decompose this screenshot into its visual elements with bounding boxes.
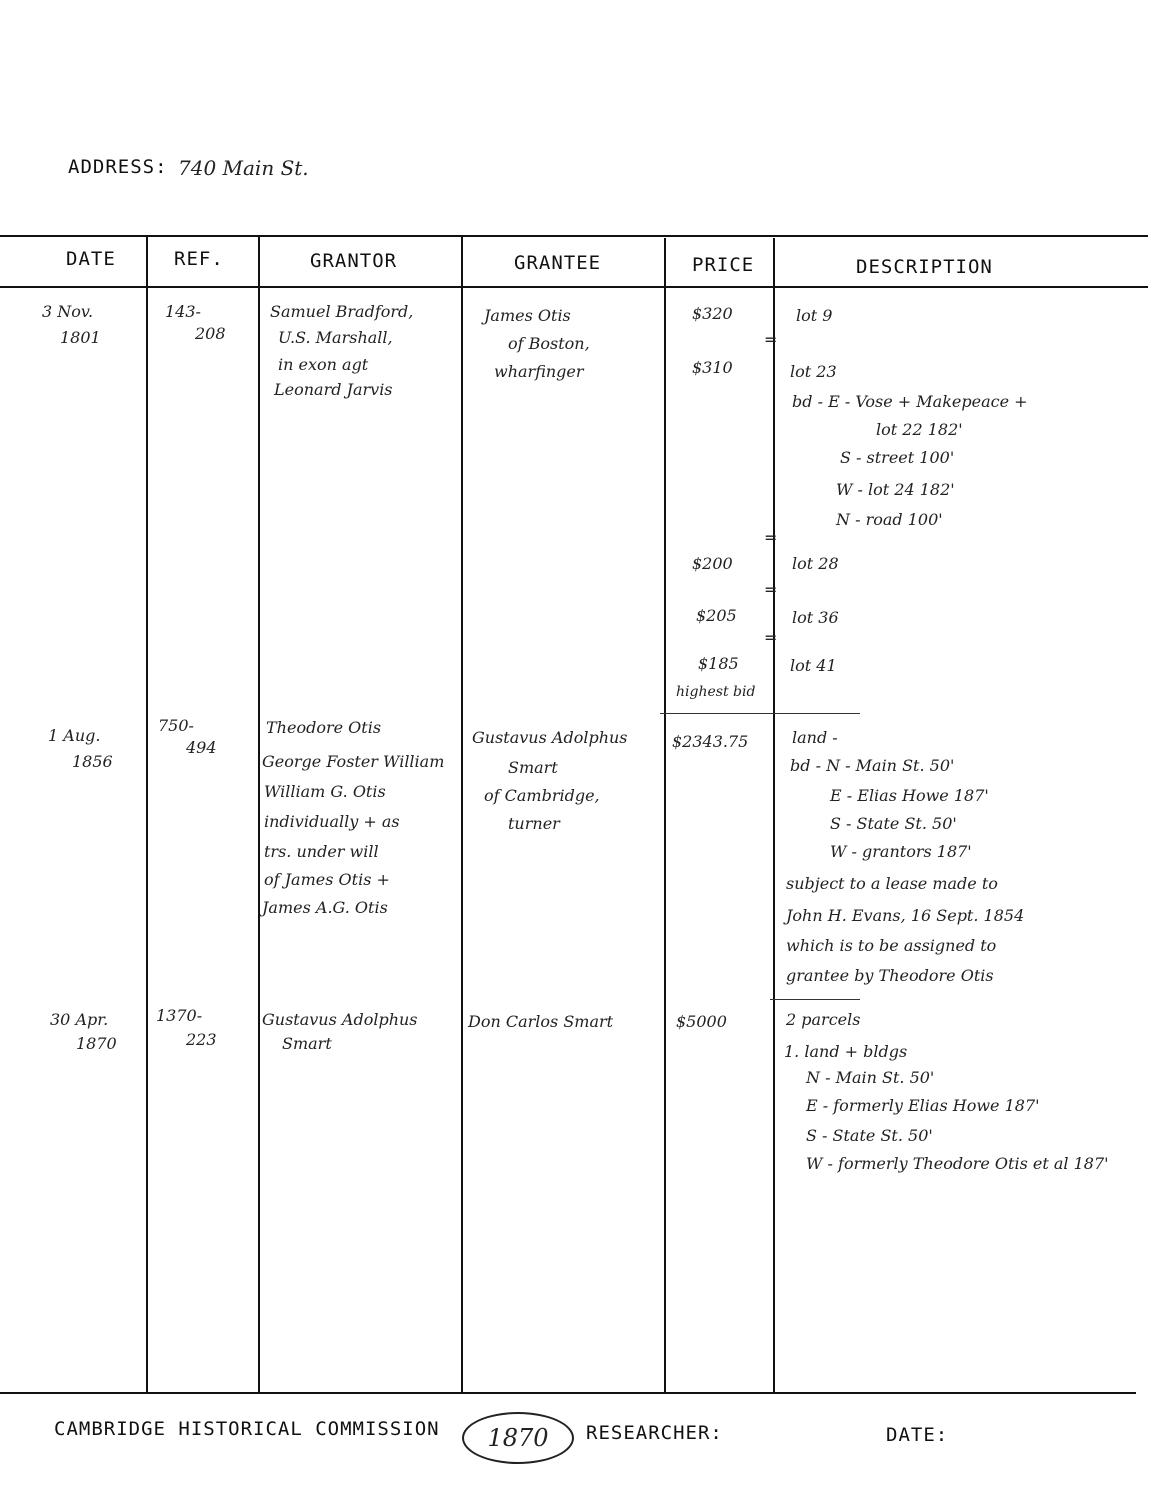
entry-description: lot 23 bbox=[790, 362, 837, 381]
entry-grantor: in exon agt bbox=[278, 355, 369, 374]
entry-date: 1801 bbox=[60, 328, 101, 347]
entry-description: lot 9 bbox=[796, 306, 833, 325]
table-top-rule bbox=[0, 235, 1148, 237]
entry-ref: 1370- bbox=[156, 1006, 203, 1025]
entry-description: 2 parcels bbox=[786, 1010, 861, 1029]
entry-grantee: James Otis bbox=[484, 306, 571, 325]
entry-description: land - bbox=[792, 728, 838, 747]
entry-description: lot 22 182' bbox=[876, 420, 963, 439]
entry-description: S - street 100' bbox=[840, 448, 955, 467]
entry-grantor: Theodore Otis bbox=[266, 718, 382, 737]
entry-description: E - Elias Howe 187' bbox=[830, 786, 989, 805]
equals-mark: = bbox=[764, 330, 778, 349]
researcher-label: RESEARCHER: bbox=[586, 1422, 723, 1444]
entry-description: W - lot 24 182' bbox=[836, 480, 955, 499]
col-header-description: DESCRIPTION bbox=[856, 256, 993, 278]
col-header-grantee: GRANTEE bbox=[514, 252, 602, 274]
entry-description: lot 28 bbox=[792, 554, 839, 573]
entry-price: $200 bbox=[692, 554, 733, 573]
col-header-grantor: GRANTOR bbox=[310, 250, 398, 272]
entry-ref: 143- bbox=[165, 302, 201, 321]
entry-grantor: Samuel Bradford, bbox=[270, 302, 414, 321]
entry-grantor: William G. Otis bbox=[264, 782, 386, 801]
entry-ref: 223 bbox=[186, 1030, 217, 1049]
entry-price: $185 bbox=[698, 654, 739, 673]
column-divider bbox=[146, 235, 148, 1392]
entry-grantee: wharfinger bbox=[494, 362, 584, 381]
entry-ref: 750- bbox=[158, 716, 194, 735]
entry-description: S - State St. 50' bbox=[830, 814, 957, 833]
entry-grantor: individually + as bbox=[264, 812, 400, 831]
entry-grantor: Smart bbox=[282, 1034, 332, 1053]
entry-description: S - State St. 50' bbox=[806, 1126, 933, 1145]
entry-description: lot 36 bbox=[792, 608, 839, 627]
entry-price: $310 bbox=[692, 358, 733, 377]
col-header-date: DATE bbox=[66, 248, 116, 270]
equals-mark: = bbox=[764, 528, 778, 547]
entry-description: grantee by Theodore Otis bbox=[786, 966, 994, 985]
entry-grantor: trs. under will bbox=[264, 842, 379, 861]
entry-description: E - formerly Elias Howe 187' bbox=[806, 1096, 1040, 1115]
entry-grantee: of Boston, bbox=[508, 334, 590, 353]
entry-ref: 208 bbox=[195, 324, 226, 343]
entry-grantor: James A.G. Otis bbox=[262, 898, 388, 917]
address-value: 740 Main St. bbox=[178, 156, 309, 180]
column-divider bbox=[773, 238, 775, 1392]
col-header-ref: REF. bbox=[174, 248, 224, 270]
entry-grantee: Gustavus Adolphus bbox=[472, 728, 628, 747]
entry-divider bbox=[660, 713, 860, 714]
entry-grantee: of Cambridge, bbox=[484, 786, 600, 805]
equals-mark: = bbox=[764, 580, 778, 599]
entry-grantee: Don Carlos Smart bbox=[468, 1012, 614, 1031]
entry-description: subject to a lease made to bbox=[786, 874, 998, 893]
entry-date: 3 Nov. bbox=[42, 302, 94, 321]
entry-grantee: turner bbox=[508, 814, 560, 833]
entry-date: 1856 bbox=[72, 752, 113, 771]
entry-grantor: George Foster William bbox=[262, 752, 445, 771]
entry-price: $320 bbox=[692, 304, 733, 323]
entry-price: $205 bbox=[696, 606, 737, 625]
entry-grantor: of James Otis + bbox=[264, 870, 390, 889]
entry-description: 1. land + bldgs bbox=[784, 1042, 908, 1061]
year-stamp bbox=[462, 1412, 574, 1464]
entry-description: bd - E - Vose + Makepeace + bbox=[792, 392, 1028, 411]
entry-date: 1870 bbox=[76, 1034, 117, 1053]
entry-grantor: Gustavus Adolphus bbox=[262, 1010, 418, 1029]
entry-divider bbox=[770, 999, 860, 1000]
date-label: DATE: bbox=[886, 1424, 949, 1446]
table-header-rule bbox=[0, 286, 1148, 288]
col-header-price: PRICE bbox=[692, 254, 755, 276]
entry-price-note: highest bid bbox=[676, 684, 756, 700]
column-divider bbox=[461, 235, 463, 1392]
commission-name: CAMBRIDGE HISTORICAL COMMISSION bbox=[54, 1418, 440, 1440]
entry-price: $5000 bbox=[676, 1012, 727, 1031]
entry-ref: 494 bbox=[186, 738, 217, 757]
entry-grantor: Leonard Jarvis bbox=[274, 380, 393, 399]
year-stamp-text: 1870 bbox=[487, 1424, 549, 1452]
address-label: ADDRESS: bbox=[68, 156, 168, 178]
entry-date: 30 Apr. bbox=[50, 1010, 109, 1029]
entry-date: 1 Aug. bbox=[48, 726, 101, 745]
entry-description: bd - N - Main St. 50' bbox=[790, 756, 955, 775]
column-divider bbox=[258, 235, 260, 1392]
entry-description: which is to be assigned to bbox=[786, 936, 997, 955]
table-bottom-rule bbox=[0, 1392, 1136, 1394]
entry-description: N - road 100' bbox=[836, 510, 943, 529]
entry-grantor: U.S. Marshall, bbox=[278, 328, 393, 347]
entry-grantee: Smart bbox=[508, 758, 558, 777]
equals-mark: = bbox=[764, 628, 778, 647]
entry-description: N - Main St. 50' bbox=[806, 1068, 935, 1087]
entry-description: John H. Evans, 16 Sept. 1854 bbox=[786, 906, 1025, 925]
entry-description: W - formerly Theodore Otis et al 187' bbox=[806, 1154, 1109, 1173]
column-divider bbox=[664, 238, 666, 1392]
entry-description: W - grantors 187' bbox=[830, 842, 972, 861]
entry-price: $2343.75 bbox=[672, 732, 749, 751]
entry-description: lot 41 bbox=[790, 656, 837, 675]
